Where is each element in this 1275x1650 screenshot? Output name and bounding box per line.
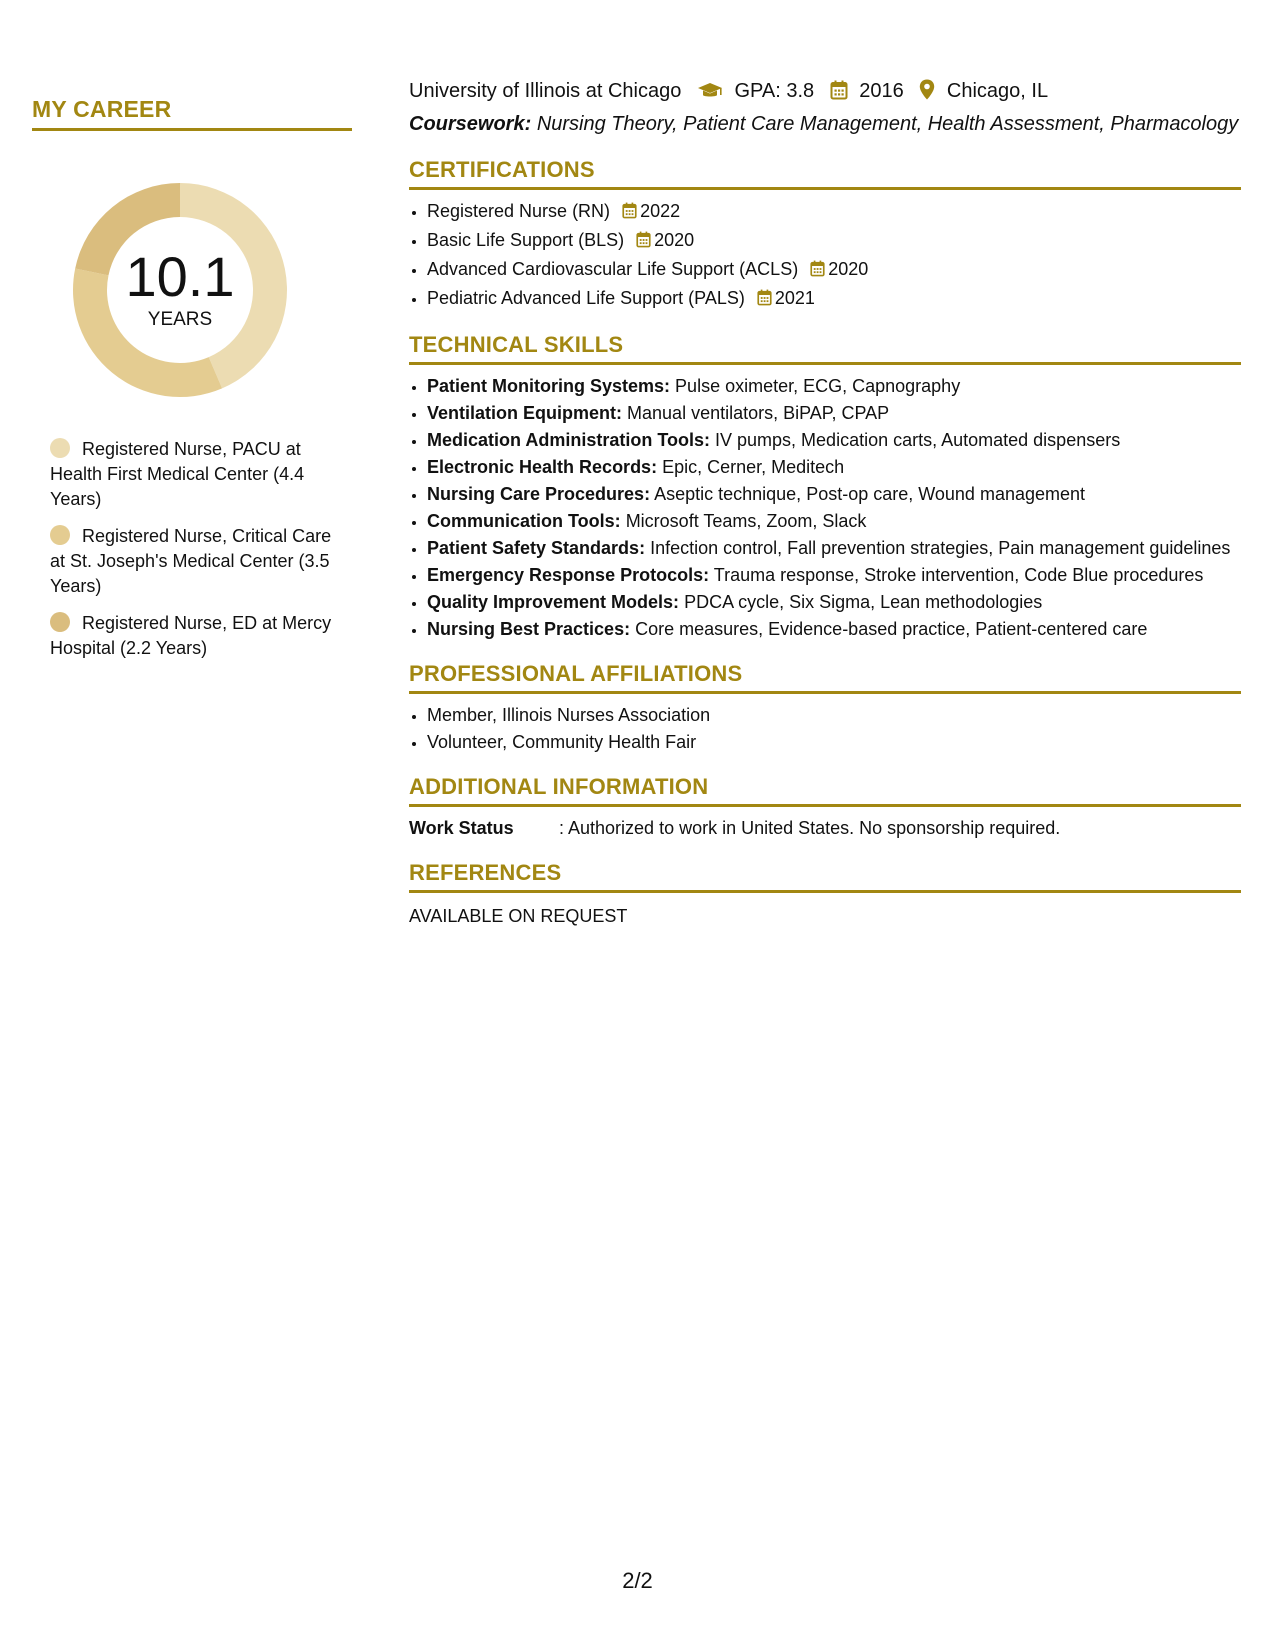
skill-text: Core measures, Evidence-based practice, Patient-centered care <box>635 619 1148 639</box>
school-location: Chicago, IL <box>946 80 1049 102</box>
calendar-icon <box>636 229 651 256</box>
list-item <box>427 256 1241 285</box>
cert-year: 2022 <box>640 201 681 221</box>
skill-label: Patient Safety Standards: <box>427 538 646 558</box>
list-item <box>427 427 1241 454</box>
map-pin-icon <box>919 79 935 109</box>
list-item <box>427 589 1241 616</box>
legend-item <box>50 524 350 599</box>
skill-text: Infection control, Fall prevention strategies, Pain management guidelines <box>650 538 1231 558</box>
list-item: • Member, Illinois Nurses Association <box>427 702 1241 729</box>
affiliations-list <box>409 702 1241 756</box>
list-item <box>427 373 1241 400</box>
skill-text: PDCA cycle, Six Sigma, Lean methodologies <box>684 592 1043 612</box>
affiliations-section <box>409 661 1241 756</box>
skill-label: Nursing Care Procedures: <box>427 484 651 504</box>
work-status-label: Work Status <box>409 818 514 838</box>
section-title: TECHNICAL SKILLS <box>409 332 1241 365</box>
list-item: • Volunteer, Community Health Fair <box>427 729 1241 756</box>
school-name: University of Illinois at Chicago <box>409 80 682 102</box>
skills-section <box>409 332 1241 643</box>
calendar-icon <box>622 200 637 227</box>
skill-label: Communication Tools: <box>427 511 621 531</box>
list-item <box>427 616 1241 643</box>
calendar-icon <box>757 287 772 314</box>
career-total-value: 10.1 <box>125 245 235 308</box>
list-item <box>427 454 1241 481</box>
certifications-list <box>409 198 1241 314</box>
cert-name: Registered Nurse (RN) <box>427 201 611 221</box>
work-status-row <box>409 815 1241 842</box>
cert-year: 2021 <box>774 288 815 308</box>
skill-label: Quality Improvement Models: <box>427 592 680 612</box>
cert-name: Pediatric Advanced Life Support (PALS) <box>427 288 745 308</box>
skill-label: Emergency Response Protocols: <box>427 565 710 585</box>
legend-label: Registered Nurse, ED at Mercy Hospital (2.2 Years) <box>50 613 332 658</box>
certifications-section <box>409 157 1241 314</box>
cert-name: Advanced Cardiovascular Life Support (ACLS) <box>427 259 799 279</box>
skill-text: Epic, Cerner, Meditech <box>662 457 845 477</box>
list-item <box>427 535 1241 562</box>
graduation-year: 2016 <box>859 80 904 102</box>
skill-text: Aseptic technique, Post-op care, Wound management <box>654 484 1086 504</box>
skill-text: IV pumps, Medication carts, Automated dispensers <box>715 430 1121 450</box>
gpa: GPA: 3.8 <box>734 80 815 102</box>
career-heading: MY CAREER <box>32 96 352 131</box>
legend-label: Registered Nurse, PACU at Health First Medical Center (4.4 Years) <box>50 439 305 509</box>
list-item <box>427 227 1241 256</box>
skill-text: Trauma response, Stroke intervention, Code Blue procedures <box>713 565 1204 585</box>
references-section <box>409 860 1241 930</box>
calendar-icon <box>830 79 848 109</box>
donut-center <box>65 175 295 405</box>
legend-dot-icon <box>50 525 70 545</box>
skill-label: Ventilation Equipment: <box>427 403 623 423</box>
career-total-unit: YEARS <box>147 309 213 330</box>
legend-dot-icon <box>50 612 70 632</box>
cert-year: 2020 <box>828 259 869 279</box>
skill-label: Patient Monitoring Systems: <box>427 376 671 396</box>
skill-text: Pulse oximeter, ECG, Capnography <box>675 376 961 396</box>
skill-label: Medication Administration Tools: <box>427 430 710 450</box>
education-line <box>409 76 1241 109</box>
calendar-icon <box>810 258 825 285</box>
list-item <box>427 400 1241 427</box>
cert-name: Basic Life Support (BLS) <box>427 230 625 250</box>
cert-year: 2020 <box>654 230 695 250</box>
skill-text: Manual ventilators, BiPAP, CPAP <box>627 403 890 423</box>
skill-text: Microsoft Teams, Zoom, Slack <box>625 511 867 531</box>
coursework-text: Nursing Theory, Patient Care Management, Health Assessment, Pharmacology <box>536 113 1239 135</box>
list-item <box>427 508 1241 535</box>
coursework-label: Coursework: <box>409 113 532 135</box>
section-title: REFERENCES <box>409 860 1241 893</box>
coursework-line <box>409 109 1241 139</box>
list-item <box>427 481 1241 508</box>
skill-label: Nursing Best Practices: <box>427 619 631 639</box>
legend-item <box>50 611 350 661</box>
section-title: PROFESSIONAL AFFILIATIONS <box>409 661 1241 694</box>
career-legend <box>50 437 350 661</box>
additional-info-section <box>409 774 1241 842</box>
legend-item <box>50 437 350 512</box>
page-number: 2/2 <box>622 1568 653 1593</box>
legend-label: Registered Nurse, Critical Care at St. Joseph's Medical Center (3.5 Years) <box>50 526 332 596</box>
section-title: CERTIFICATIONS <box>409 157 1241 190</box>
career-donut-chart <box>65 175 295 405</box>
list-item <box>427 285 1241 314</box>
skills-list <box>409 373 1241 643</box>
references-text: AVAILABLE ON REQUEST <box>409 906 628 926</box>
skill-label: Electronic Health Records: <box>427 457 658 477</box>
section-title: ADDITIONAL INFORMATION <box>409 774 1241 807</box>
list-item <box>427 562 1241 589</box>
main-content <box>409 76 1241 930</box>
work-status-value: : Authorized to work in United States. No sponsorship required. <box>559 818 1061 838</box>
legend-dot-icon <box>50 438 70 458</box>
graduation-cap-icon <box>697 79 723 109</box>
career-sidebar <box>32 96 352 673</box>
list-item <box>427 198 1241 227</box>
